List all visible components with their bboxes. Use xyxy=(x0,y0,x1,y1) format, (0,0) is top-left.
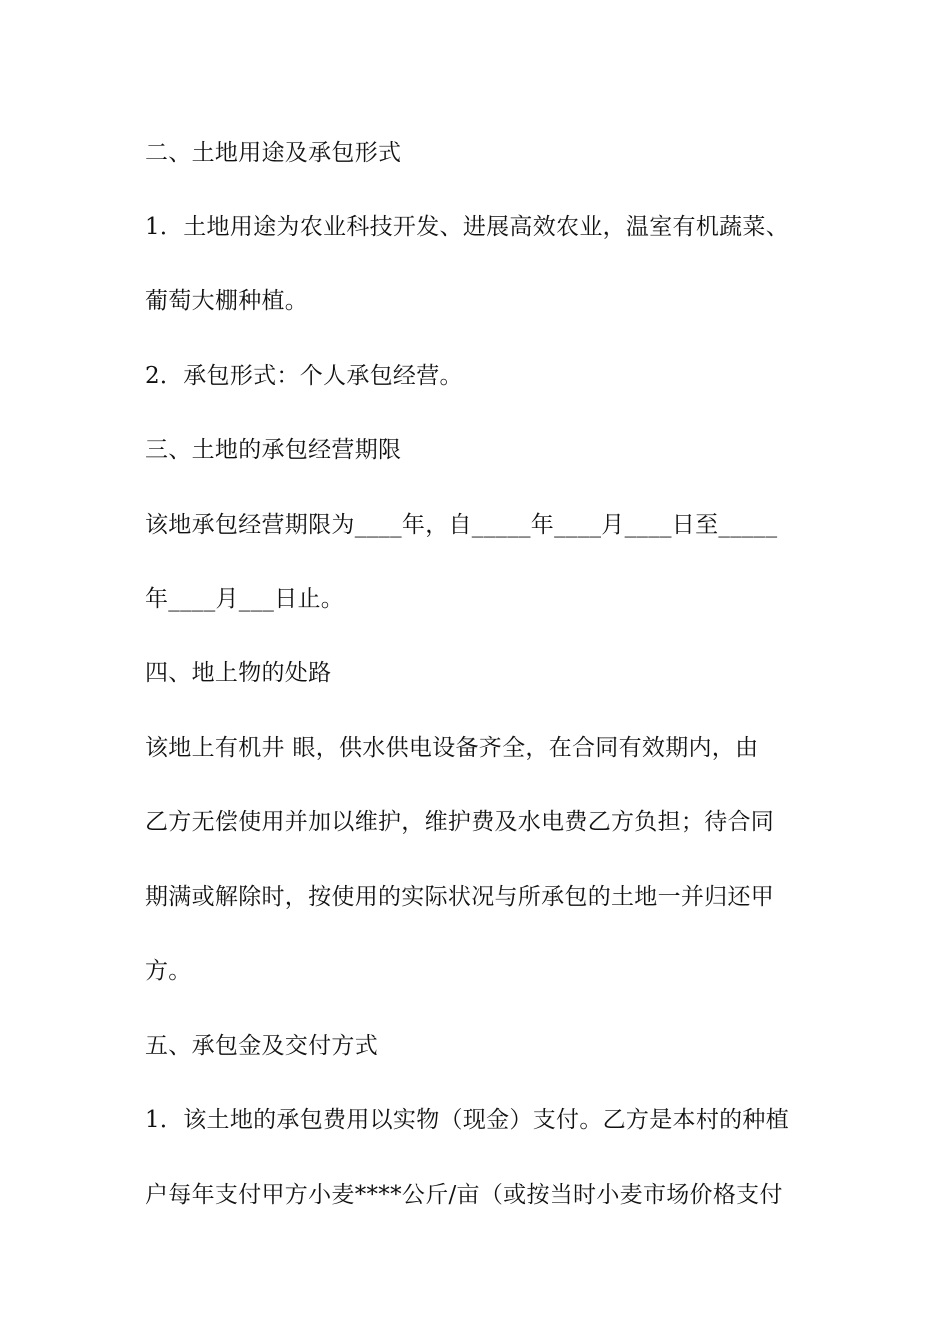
paragraph-line: 1．土地用途为农业科技开发、进展高效农业，温室有机蔬菜、 xyxy=(145,214,790,240)
paragraph-line: 该地上有机井 眼，供水供电设备齐全，在合同有效期内，由 xyxy=(145,735,759,761)
section-heading-payment: 五、承包金及交付方式 xyxy=(145,1033,378,1059)
section-heading-ground-objects: 四、地上物的处路 xyxy=(145,660,332,686)
section-heading-land-use: 二、土地用途及承包形式 xyxy=(145,140,402,166)
paragraph-line: 期满或解除时，按使用的实际状况与所承包的土地一并归还甲 xyxy=(145,884,775,910)
paragraph-line: 该地承包经营期限为____年，自_____年____月____日至_____ xyxy=(145,512,778,538)
paragraph-line: 方。 xyxy=(145,958,192,984)
section-heading-term: 三、土地的承包经营期限 xyxy=(145,437,402,463)
paragraph-line: 乙方无偿使用并加以维护，维护费及水电费乙方负担；待合同 xyxy=(145,809,775,835)
paragraph-line: 葡萄大棚种植。 xyxy=(145,288,309,314)
paragraph-line: 2．承包形式：个人承包经营。 xyxy=(145,363,463,389)
paragraph-line: 1．该土地的承包费用以实物（现金）支付。乙方是本村的种植 xyxy=(145,1107,790,1133)
paragraph-line: 年____月___日止。 xyxy=(145,586,345,612)
paragraph-line: 户每年支付甲方小麦****公斤/亩（或按当时小麦市场价格支付 xyxy=(145,1182,783,1208)
